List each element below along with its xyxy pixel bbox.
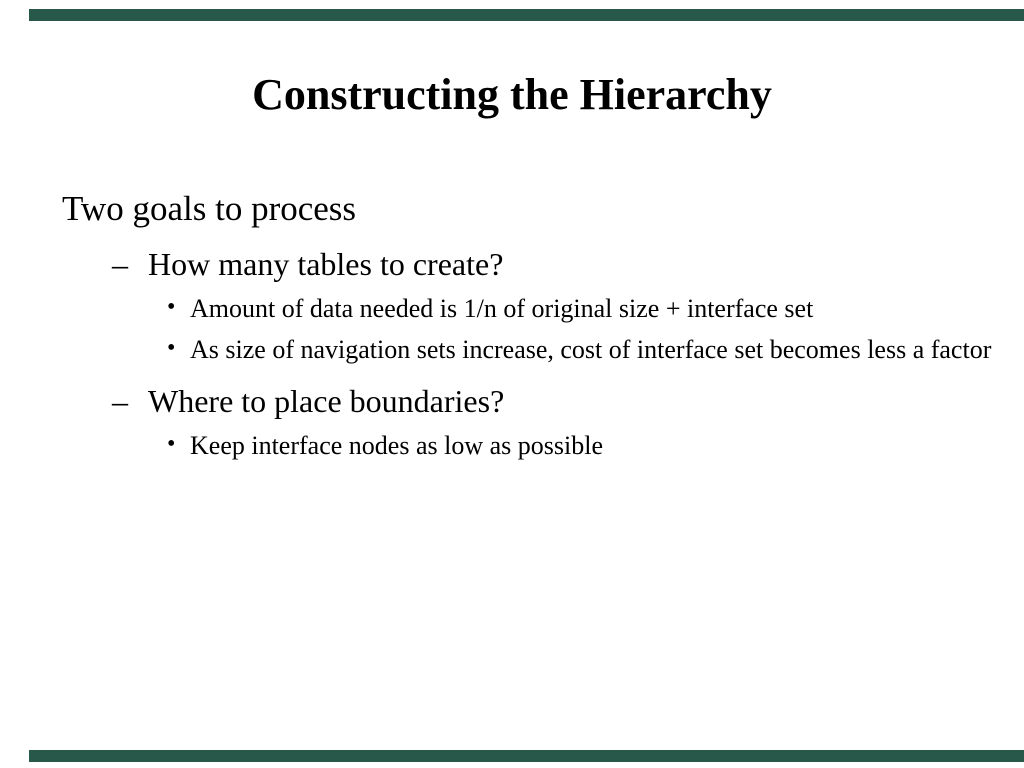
level2-bullet-label: As size of navigation sets increase, cost of interface set becomes less a factor — [190, 334, 992, 364]
level1-bullet-label: Where to place boundaries? — [148, 382, 505, 419]
body-heading: Two goals to process — [62, 189, 357, 228]
dot-marker: • — [167, 430, 176, 457]
bullet-group — [62, 244, 1004, 367]
dash-marker: – — [112, 246, 128, 282]
level2-bullet — [62, 333, 1004, 367]
slide-title: Constructing the Hierarchy — [252, 70, 772, 119]
level2-bullet — [62, 292, 1004, 326]
bullet-group — [62, 381, 1004, 463]
slide-body — [62, 188, 1004, 462]
bottom-accent-bar — [29, 750, 1024, 762]
level2-bullet-label: Amount of data needed is 1/n of original size + interface set — [190, 294, 814, 323]
dash-marker: – — [112, 382, 128, 419]
dot-marker: • — [167, 294, 176, 320]
level1-bullet — [62, 381, 1004, 421]
top-accent-bar — [29, 9, 1024, 21]
level2-bullet — [62, 429, 1004, 463]
dot-marker: • — [167, 334, 176, 361]
level2-bullet-label: Keep interface nodes as low as possible — [190, 430, 603, 460]
level1-bullet-label: How many tables to create? — [148, 246, 504, 282]
level1-bullet — [62, 244, 1004, 284]
